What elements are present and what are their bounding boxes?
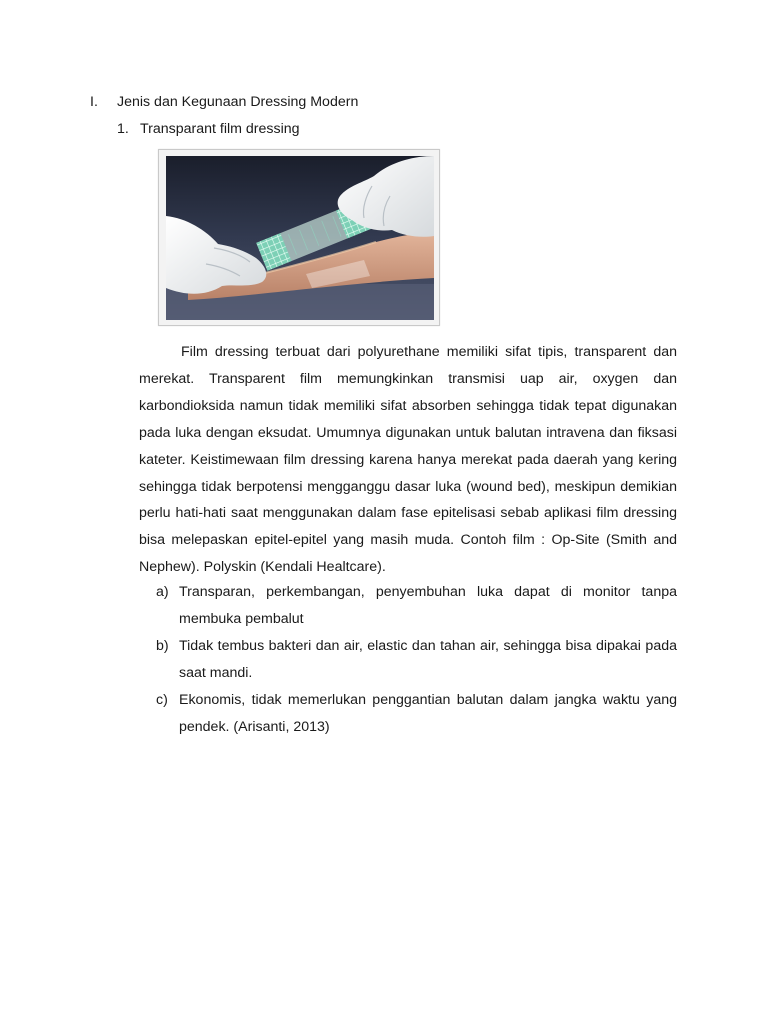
subsection-title: Transparant film dressing [140, 121, 300, 137]
list-item [139, 633, 677, 687]
list-item-text: Transparan, perkembangan, penyembuhan luka dapat di monitor tanpa membuka pembalut [179, 584, 677, 627]
list-item-marker: b) [156, 637, 169, 654]
feature-list [139, 579, 677, 740]
list-item [139, 687, 677, 741]
list-item-marker: c) [156, 691, 168, 708]
list-item-text: Ekonomis, tidak memerlukan penggantian balutan dalam jangka waktu yang pendek. (Arisanti, 2013) [179, 691, 677, 735]
body-paragraph: Film dressing terbuat dari polyurethane memiliki sifat tipis, transparent dan merekat. Transparent film memungkinkan transmisi uap air, oxygen dan karbondioksida namun tidak memiliki sifat absorben sehingga tidak tepat digunakan pada luka dengan eksudat. Umumnya digunakan untuk balutan intravena dan fiksasi kateter. Keistimewaan film dressing karena hanya merekat pada daerah yang kering sehingga tidak berpotensi mengganggu dasar luka (wound bed), meskipun demikian perlu hati-hati saat menggunakan dalam fase epitelisasi sebab aplikasi film dressing bisa melepaskan epitel-epitel yang masih muda. Contoh film : Op-Site (Smith and Nephew). Polyskin (Kendali Healtcare). [139, 344, 677, 576]
list-item-text: Tidak tembus bakteri dan air, elastic dan tahan air, sehingga bisa dipakai pada saat mandi. [179, 637, 677, 681]
section-title: Jenis dan Kegunaan Dressing Modern [117, 94, 359, 110]
subsection-heading [117, 119, 300, 139]
subsection-number: 1. [117, 121, 129, 137]
section-number: I. [90, 94, 98, 110]
film-dressing-photo [166, 156, 434, 320]
section-heading [90, 92, 358, 112]
list-item [139, 579, 677, 633]
list-item-marker: a) [156, 584, 169, 600]
figure-photo-frame [158, 149, 440, 326]
